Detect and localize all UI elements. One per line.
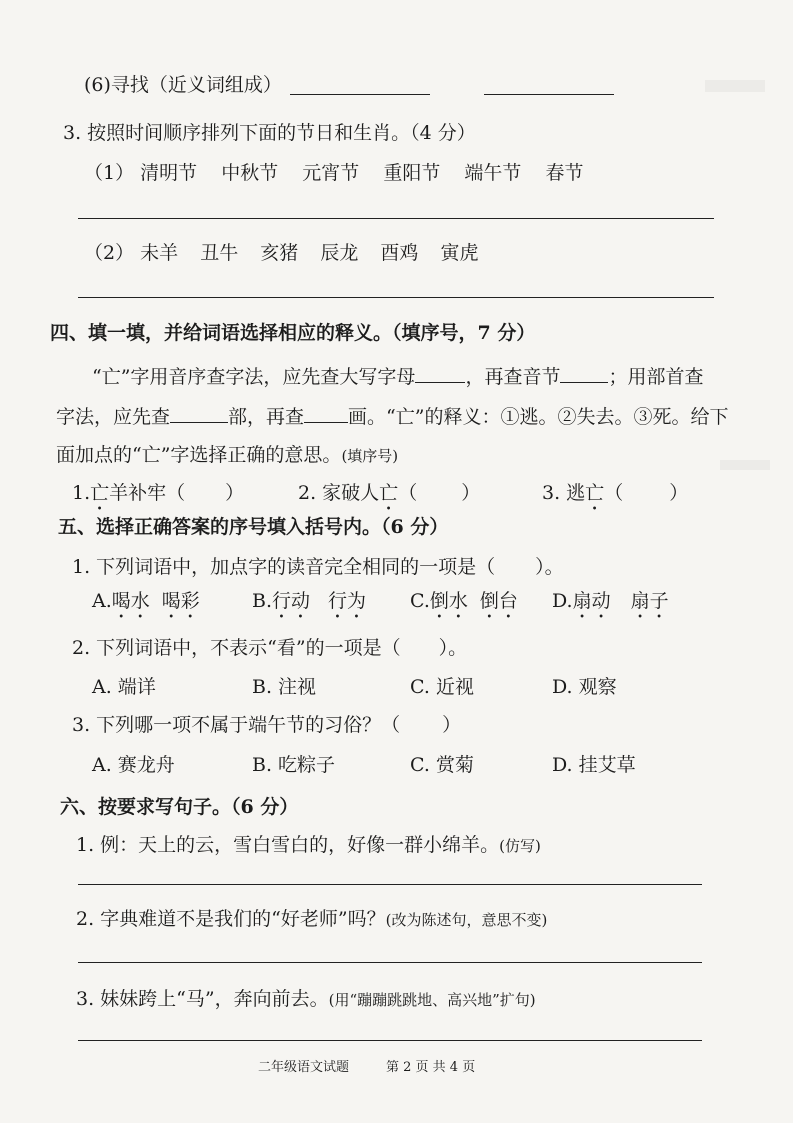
section6-s2-answer-line[interactable]: [78, 962, 702, 963]
section5-q3-option-a[interactable]: A. 赛龙舟: [92, 754, 175, 776]
section5-q1-option-d[interactable]: D.扇动 扇子: [552, 590, 669, 612]
item-6-label: (6)寻找（近义词组成）: [84, 74, 282, 96]
section5-q2-option-c[interactable]: C. 近视: [410, 676, 474, 698]
section6-s1-answer-line[interactable]: [78, 884, 702, 885]
section5-q1-option-a[interactable]: A.喝水 喝彩: [92, 590, 200, 612]
section6-s1: 1. 例：天上的云，雪白雪白的，好像一群小绵羊。(仿写): [76, 834, 541, 856]
section5-q2: 2. 下列词语中，不表示“看”的一项是（ ）。: [72, 637, 468, 659]
footer-page-number: 第 2 页 共 4 页: [386, 1060, 476, 1075]
section5-q1-option-b[interactable]: B.行动 行为: [252, 590, 367, 612]
answer-line-6b[interactable]: [484, 94, 614, 95]
section6-s2: 2. 字典难道不是我们的“好老师”吗？(改为陈述句，意思不变): [76, 908, 548, 930]
answer-line-6a[interactable]: [290, 94, 430, 95]
section6-title: 六、按要求写句子。（6 分）: [60, 796, 299, 818]
blank-letter[interactable]: [415, 364, 465, 383]
footer-subject: 二年级语文试题: [258, 1060, 350, 1075]
section5-q1: 1. 下列词语中，加点字的读音完全相同的一项是（ ）。: [72, 556, 564, 578]
bleed-through-mark: [705, 80, 765, 92]
section6-s3: 3. 妹妹跨上“马”，奔向前去。(用“蹦蹦跳跳地、高兴地”扩句): [76, 988, 536, 1010]
section5-q2-option-b[interactable]: B. 注视: [252, 676, 317, 698]
section5-q3-option-b[interactable]: B. 吃粽子: [252, 754, 336, 776]
section5-q1-option-c[interactable]: C.倒水 倒台: [410, 590, 518, 612]
blank-strokes[interactable]: [304, 404, 348, 423]
section4-para-line3: 面加点的“亡”字选择正确的意思。(填序号): [56, 444, 399, 466]
section4-title: 四、填一填，并给词语选择相应的释义。（填序号，7 分）: [50, 322, 536, 344]
q3-title: 3. 按照时间顺序排列下面的节日和生肖。（4 分）: [63, 122, 476, 144]
section5-q3-option-d[interactable]: D. 挂艾草: [552, 754, 636, 776]
blank-radical[interactable]: [170, 404, 228, 423]
q3-row2: （2） 未羊 丑牛 亥猪 辰龙 酉鸡 寅虎: [84, 242, 479, 264]
q3-row2-answer-line[interactable]: [78, 297, 714, 298]
section4-item-1: 1.亡羊补牢（ ）: [72, 482, 245, 504]
section5-q3-option-c[interactable]: C. 赏菊: [410, 754, 474, 776]
bleed-through-mark: [720, 460, 770, 470]
section5-q2-option-d[interactable]: D. 观察: [552, 676, 617, 698]
blank-syllable[interactable]: [560, 364, 608, 383]
section6-s3-answer-line[interactable]: [78, 1040, 702, 1041]
section5-title: 五、选择正确答案的序号填入括号内。（6 分）: [58, 516, 449, 538]
q3-row1-answer-line[interactable]: [78, 218, 714, 219]
section4-item-2: 2. 家破人亡（ ）: [298, 482, 481, 504]
section4-para-line1: “亡”字用音序查字法，应先查大写字母 ，再查音节 ；用部首查: [92, 366, 704, 388]
section4-para-line2: 字法，应先查 部，再查 画。“亡”的释义：①逃。②失去。③死。给下: [56, 406, 729, 428]
q3-row1: （1） 清明节 中秋节 元宵节 重阳节 端午节 春节: [84, 162, 584, 184]
section4-item-3: 3. 逃亡（ ）: [542, 482, 689, 504]
section5-q3: 3. 下列哪一项不属于端午节的习俗？（ ）: [72, 714, 462, 736]
section5-q2-option-a[interactable]: A. 端详: [92, 676, 156, 698]
